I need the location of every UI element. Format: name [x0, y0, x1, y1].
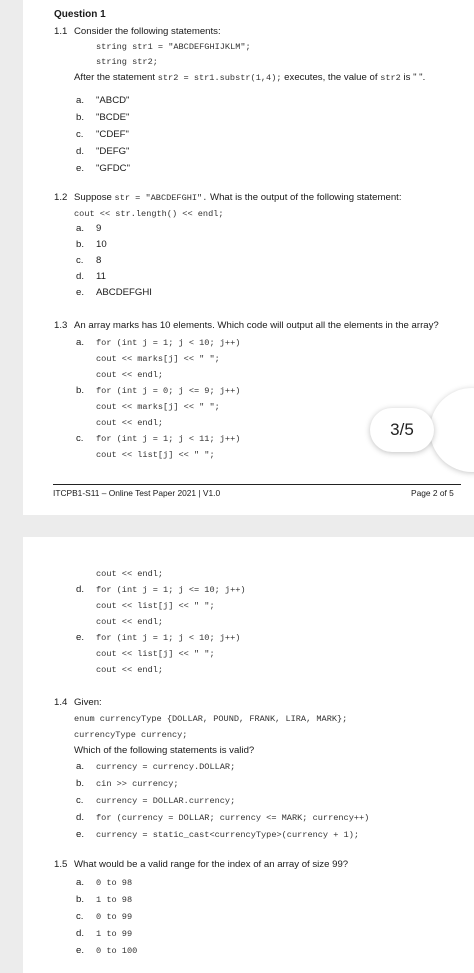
- option-label: c.: [76, 433, 84, 444]
- option-label: d.: [76, 584, 85, 595]
- text-span: executes, the value of: [281, 72, 381, 83]
- code-line: cout << endl;: [96, 370, 164, 380]
- question-text: [74, 72, 425, 84]
- code-line: cout << endl;: [96, 617, 164, 627]
- option-text: 1 to 98: [96, 895, 133, 905]
- text-span: Suppose: [74, 192, 115, 203]
- option-label: b.: [76, 778, 85, 789]
- option-label: c.: [76, 911, 84, 922]
- option-text: 0 to 99: [96, 912, 133, 922]
- code-line: cout << str.length() << endl;: [74, 209, 224, 219]
- question-number: 1.1: [54, 26, 68, 37]
- option-text: 10: [96, 239, 107, 250]
- code-line: for (int j = 0; j <= 9; j++): [96, 386, 241, 396]
- code-line: for (int j = 1; j < 10; j++): [96, 338, 241, 348]
- question-text: Given:: [74, 697, 102, 708]
- code-line: cout << marks[j] << " ";: [96, 402, 220, 412]
- code-line: cout << list[j] << " ";: [96, 450, 215, 460]
- option-text: 1 to 99: [96, 929, 133, 939]
- code-line: for (int j = 1; j < 10; j++): [96, 633, 241, 643]
- code-line: cout << marks[j] << " ";: [96, 354, 220, 364]
- question-text: An array marks has 10 elements. Which code will output all the elements in the array?: [74, 320, 439, 331]
- inline-code: str2: [380, 73, 401, 83]
- code-line: for (int j = 1; j <= 10; j++): [96, 585, 246, 595]
- option-text: ABCDEFGHI: [96, 287, 152, 298]
- option-label: a.: [76, 337, 85, 348]
- option-label: b.: [76, 385, 85, 396]
- footer-left: ITCPB1-S11 – Online Test Paper 2021 | V1.0: [53, 488, 221, 498]
- code-line: enum currencyType {DOLLAR, POUND, FRANK, LIRA, MARK};: [74, 714, 348, 724]
- option-label: c.: [76, 129, 84, 140]
- option-text: "GFDC": [96, 163, 130, 174]
- option-label: c.: [76, 795, 84, 806]
- option-text: 0 to 100: [96, 946, 138, 956]
- option-text: 11: [96, 271, 106, 282]
- code-line: cout << list[j] << " ";: [96, 601, 215, 611]
- text-span: is " ".: [400, 72, 426, 83]
- code-line: currencyType currency;: [74, 730, 188, 740]
- option-text: currency = currency.DOLLAR;: [96, 762, 236, 772]
- option-text: "ABCD": [96, 95, 130, 106]
- option-text: "CDEF": [96, 129, 129, 140]
- code-line: for (int j = 1; j < 11; j++): [96, 434, 241, 444]
- option-text: for (currency = DOLLAR; currency <= MARK; currency++): [96, 813, 370, 823]
- option-label: d.: [76, 146, 85, 157]
- question-number: 1.2: [54, 192, 68, 203]
- option-label: e.: [76, 163, 85, 174]
- code-line: cout << list[j] << " ";: [96, 649, 215, 659]
- question-number: 1.3: [54, 320, 68, 331]
- option-text: currency = DOLLAR.currency;: [96, 796, 236, 806]
- option-label: e.: [76, 945, 85, 956]
- code-line: string str1 = "ABCDEFGHIJKLM";: [96, 42, 251, 52]
- option-label: a.: [76, 877, 85, 888]
- option-label: c.: [76, 255, 84, 266]
- option-text: 9: [96, 223, 102, 234]
- option-text: currency = static_cast<currencyType>(currency + 1);: [96, 830, 360, 840]
- footer-page-number: Page 2 of 5: [411, 488, 454, 498]
- document-page-2: [23, 537, 474, 973]
- question-text: Which of the following statements is valid?: [74, 745, 255, 756]
- question-heading: Question 1: [54, 9, 106, 20]
- option-label: d.: [76, 928, 85, 939]
- option-text: "DEFG": [96, 146, 130, 157]
- option-text: cin >> currency;: [96, 779, 179, 789]
- question-text: [74, 192, 402, 204]
- code-line: cout << endl;: [96, 569, 164, 579]
- text-span: What is the output of the following statement:: [207, 192, 402, 203]
- option-text: "BCDE": [96, 112, 130, 123]
- footer-divider: [53, 484, 461, 485]
- option-label: b.: [76, 239, 85, 250]
- question-number: 1.4: [54, 697, 68, 708]
- option-label: e.: [76, 632, 85, 643]
- option-label: d.: [76, 812, 85, 823]
- code-line: string str2;: [96, 57, 158, 67]
- question-text: What would be a valid range for the index of an array of size 99?: [74, 859, 349, 870]
- text-span: After the statement: [74, 72, 158, 83]
- option-label: e.: [76, 829, 85, 840]
- option-label: d.: [76, 271, 85, 282]
- option-label: b.: [76, 112, 85, 123]
- option-text: 8: [96, 255, 102, 266]
- question-number: 1.5: [54, 859, 68, 870]
- option-label: a.: [76, 761, 85, 772]
- option-label: b.: [76, 894, 85, 905]
- option-label: e.: [76, 287, 85, 298]
- inline-code: str2 = str1.substr(1,4);: [157, 73, 282, 83]
- option-label: a.: [76, 223, 85, 234]
- code-line: cout << endl;: [96, 418, 164, 428]
- question-text: Consider the following statements:: [74, 26, 221, 37]
- code-line: cout << endl;: [96, 665, 164, 675]
- option-text: 0 to 98: [96, 878, 133, 888]
- page-indicator-button[interactable]: 3/5: [370, 408, 434, 452]
- option-label: a.: [76, 95, 85, 106]
- inline-code: str = "ABCDEFGHI".: [114, 193, 208, 203]
